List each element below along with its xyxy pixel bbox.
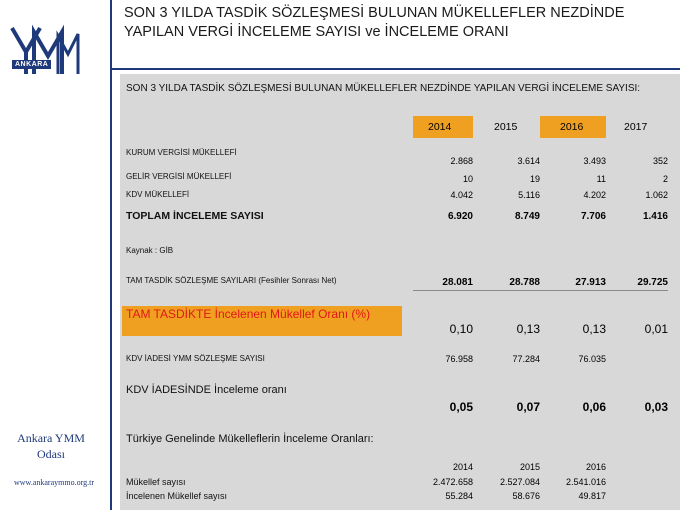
row-label-kdv-iade: KDV İADESİ YMM SÖZLEŞME SAYISI xyxy=(126,354,265,363)
cell-kurum-2014: 2.868 xyxy=(450,156,473,166)
cell-kdv-oran-2017: 0,03 xyxy=(644,400,668,414)
cell-tam-tasdik-2015: 28.788 xyxy=(509,277,540,288)
cell-gelir-2017: 2 xyxy=(662,174,668,184)
cell-kurum-2016: 3.493 xyxy=(583,156,606,166)
cell-gelir-2014: 10 xyxy=(462,174,473,184)
turkiye-year-2016: 2016 xyxy=(585,462,606,472)
cell-tam-oran-2015: 0,13 xyxy=(516,322,540,336)
cell-tam-tasdik-2014: 28.081 xyxy=(442,277,473,288)
cell-incelenen-2014: 55.284 xyxy=(445,491,473,501)
row-label-tam-oran: TAM TASDİKTE İncelenen Mükellef Oranı (%) xyxy=(126,307,371,321)
cell-mukellef-2016: 2.541.016 xyxy=(565,477,606,487)
website-link[interactable]: www.ankaraymmo.org.tr xyxy=(14,478,94,487)
row-label-gelir: GELİR VERGİSİ MÜKELLEFİ xyxy=(126,172,232,181)
year-header-2016: 2016 xyxy=(560,121,584,133)
cell-mukellef-2015: 2.527.084 xyxy=(499,477,540,487)
cell-kurum-2015: 3.614 xyxy=(517,156,540,166)
cell-mukellef-2014: 2.472.658 xyxy=(432,477,473,487)
turkiye-year-2014: 2014 xyxy=(452,462,473,472)
row-label-tam-tasdik: TAM TASDİK SÖZLEŞME SAYILARI (Fesihler Sonrası Net) xyxy=(126,276,337,285)
cell-toplam-2015: 8.749 xyxy=(514,211,540,222)
cell-kdv-2016: 4.202 xyxy=(583,190,606,200)
cell-kdv-iade-2014: 76.958 xyxy=(445,354,473,364)
cell-kurum-2017: 352 xyxy=(652,156,668,166)
divider-vertical xyxy=(110,0,112,510)
sidebar xyxy=(0,0,110,510)
cell-tam-oran-2017: 0,01 xyxy=(644,322,668,336)
cell-tam-tasdik-2017: 29.725 xyxy=(637,277,668,288)
row-label-kurum: KURUM VERGİSİ MÜKELLEFİ xyxy=(126,148,237,157)
cell-gelir-2015: 19 xyxy=(529,174,540,184)
year-header-2015: 2015 xyxy=(494,121,518,133)
turkiye-year-2015: 2015 xyxy=(519,462,540,472)
cell-kdv-oran-2014: 0,05 xyxy=(449,400,473,414)
row-divider xyxy=(413,290,668,291)
logo-caption: ANKARA xyxy=(12,60,51,69)
cell-tam-tasdik-2016: 27.913 xyxy=(575,277,606,288)
cell-toplam-2017: 1.416 xyxy=(642,211,668,222)
org-name: Ankara YMM Odası xyxy=(17,431,85,461)
cell-kdv-iade-2015: 77.284 xyxy=(512,354,540,364)
year-header-2014: 2014 xyxy=(428,121,452,133)
cell-kdv-2015: 5.116 xyxy=(518,190,540,200)
cell-incelenen-2016: 49.817 xyxy=(578,491,606,501)
row-label-toplam: TOPLAM İNCELEME SAYISI xyxy=(126,210,264,222)
row-label-kdv-oran: KDV İADESİNDE İnceleme oranı xyxy=(126,384,287,396)
source-note: Kaynak : GİB xyxy=(126,246,174,255)
divider-horizontal xyxy=(112,68,680,70)
cell-gelir-2016: 11 xyxy=(596,174,606,184)
cell-kdv-2017: 1.062 xyxy=(645,190,668,200)
cell-tam-oran-2014: 0,10 xyxy=(449,322,473,336)
row-label-kdv: KDV MÜKELLEFİ xyxy=(126,190,190,199)
cell-tam-oran-2016: 0,13 xyxy=(582,322,606,336)
row-label-mukellef: Mükellef sayısı xyxy=(126,477,186,487)
ymm-logo-icon xyxy=(8,22,80,80)
cell-kdv-oran-2015: 0,07 xyxy=(516,400,540,414)
cell-kdv-oran-2016: 0,06 xyxy=(582,400,606,414)
cell-kdv-2014: 4.042 xyxy=(450,190,473,200)
cell-toplam-2016: 7.706 xyxy=(580,211,606,222)
page-title: SON 3 YILDA TASDİK SÖZLEŞMESİ BULUNAN MÜKELLEFLER NEZDİNDE YAPILAN VERGİ İNCELEME SAYISI ve İNCELEME ORANI xyxy=(124,5,625,40)
table-title: SON 3 YILDA TASDİK SÖZLEŞMESİ BULUNAN MÜKELLEFLER NEZDİNDE YAPILAN VERGİ İNCELEME SAYISI: xyxy=(126,83,641,94)
cell-kdv-iade-2016: 76.035 xyxy=(578,354,606,364)
cell-toplam-2014: 6.920 xyxy=(447,211,473,222)
section-label-turkiye: Türkiye Genelinde Mükelleflerin İnceleme Oranları: xyxy=(126,433,374,445)
cell-incelenen-2015: 58.676 xyxy=(512,491,540,501)
year-header-2017: 2017 xyxy=(624,121,648,133)
row-label-incelenen: İncelenen Mükellef sayısı xyxy=(126,491,228,501)
